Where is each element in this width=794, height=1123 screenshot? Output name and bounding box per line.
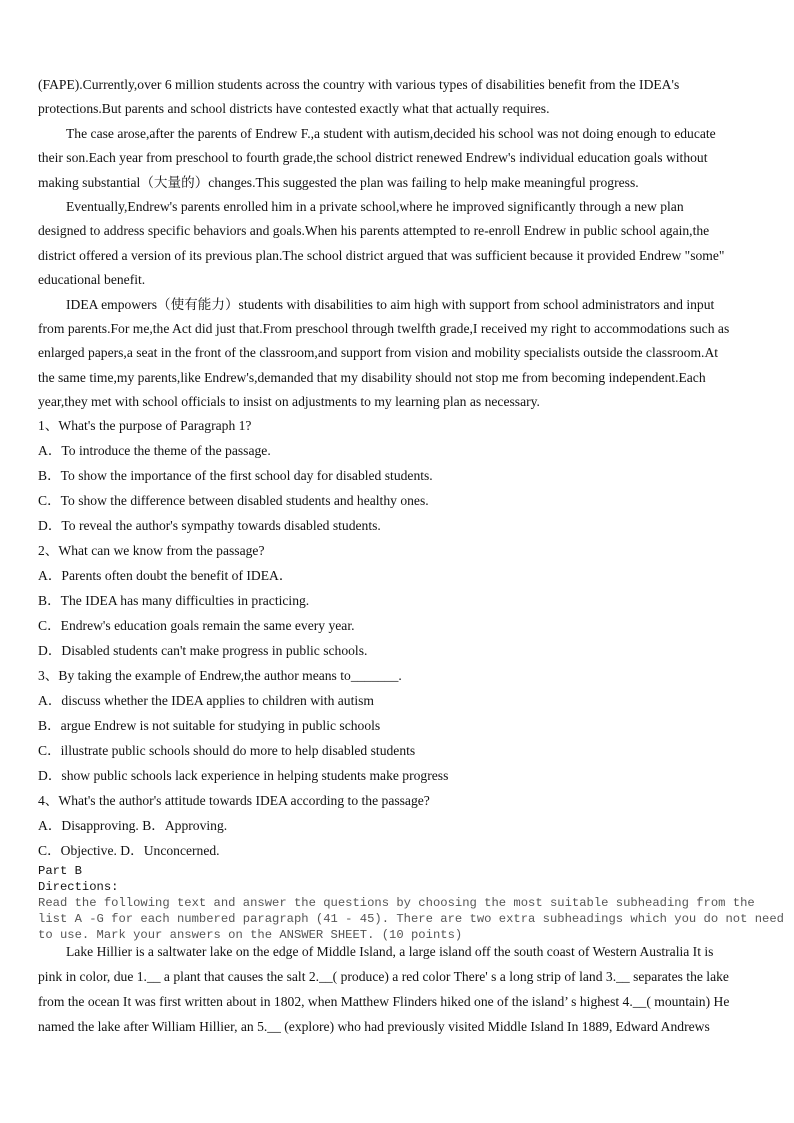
passage-line: designed to address specific behaviors and goals.When his parents attempted to re-enroll Endrew in public school again,the [38,223,710,239]
answer-option: B．The IDEA has many difficulties in practicing. [38,593,310,609]
answer-option: B．argue Endrew is not suitable for studying in public schools [38,718,381,734]
directions-label: Directions: [38,880,119,895]
passage-line: IDEA empowers（使有能力）students with disabilities to aim high with support from school administrators and input [66,296,715,312]
answer-option: A．To introduce the theme of the passage. [38,443,271,459]
answer-option: B．To show the importance of the first school day for disabled students. [38,468,433,484]
answer-option: A．discuss whether the IDEA applies to children with autism [38,693,375,709]
passage-line: district offered a version of its previous plan.The school district argued that was sufficient because it provided Endrew "some" [38,247,725,263]
passage-line: year,they met with school officials to insist on adjustments to my learning plan as necessary. [38,394,540,410]
answer-option: A．Parents often doubt the benefit of IDEA． [38,568,293,584]
directions-line: Read the following text and answer the questions by choosing the most suitable subheading from the [38,896,755,911]
passage-line: the same time,my parents,like Endrew's,demanded that my disability should not stop me from becoming independent.Each [38,369,706,385]
lake-passage-line: Lake Hillier is a saltwater lake on the edge of Middle Island, a large island off the south coast of Western Australia It is [66,944,714,960]
passage-line: The case arose,after the parents of Endrew F.,a student with autism,decided his school was not doing enough to educate [66,125,716,141]
document-page [38,76,784,1043]
part-b-title: Part B [38,864,82,879]
passage-line: (FAPE).Currently,over 6 million students across the country with various types of disabilities benefit from the IDEA's [38,77,680,92]
answer-option: A．Disapproving. B．Approving. [38,818,228,834]
question-stem: 3、By taking the example of Endrew,the author means to_______. [38,668,402,684]
question-stem: 1、What's the purpose of Paragraph 1? [38,418,252,434]
question-stem: 4、What's the author's attitude towards IDEA according to the passage? [38,793,430,809]
passage-line: educational benefit. [38,272,146,288]
answer-option: C．Objective. D．Unconcerned. [38,843,220,859]
directions-line: to use. Mark your answers on the ANSWER SHEET. (10 points) [38,928,463,943]
question-list [38,417,758,867]
passage-line: Eventually,Endrew's parents enrolled him in a private school,where he improved significantly through a new plan [66,198,684,214]
passage-line: from parents.For me,the Act did just that.From preschool through twelfth grade,I received my right to accommodations such as [38,320,730,336]
lake-passage-line: from the ocean It was first written about in 1802, when Matthew Flinders hiked one of the island’ s highest 4.__( mountain) He [38,994,730,1010]
answer-option: C．Endrew's education goals remain the same every year. [38,618,355,634]
reading-passage [38,76,758,417]
passage-line: enlarged papers,a seat in the front of the classroom,and support from vision and mobility specialists outside the classroom.At [38,345,719,361]
answer-option: D．Disabled students can't make progress in public schools. [38,643,368,659]
passage-line: protections.But parents and school districts have contested exactly what that actually requires. [38,101,550,117]
passage-line: making substantial（大量的）changes.This suggested the plan was failing to help make meaningful progress. [38,174,639,190]
lake-passage-line: named the lake after William Hillier, an 5.__ (explore) who had previously visited Middle Island In 1889, Edward Andrews [38,1019,710,1035]
question-stem: 2、What can we know from the passage? [38,543,265,559]
answer-option: C．illustrate public schools should do more to help disabled students [38,743,416,759]
answer-option: D．To reveal the author's sympathy towards disabled students. [38,518,381,534]
part-b-section [38,863,784,1043]
directions-line: list A -G for each numbered paragraph (41 - 45). There are two extra subheadings which you do not need [38,912,784,927]
lake-passage-line: pink in color, due 1.__ a plant that causes the salt 2.__( produce) a red color There' s a long strip of land 3.__ separates the lake [38,969,729,985]
answer-option: D．show public schools lack experience in helping students make progress [38,768,449,784]
answer-option: C．To show the difference between disabled students and healthy ones. [38,493,429,509]
passage-line: their son.Each year from preschool to fourth grade,the school district renewed Endrew's individual education goals without [38,150,708,166]
